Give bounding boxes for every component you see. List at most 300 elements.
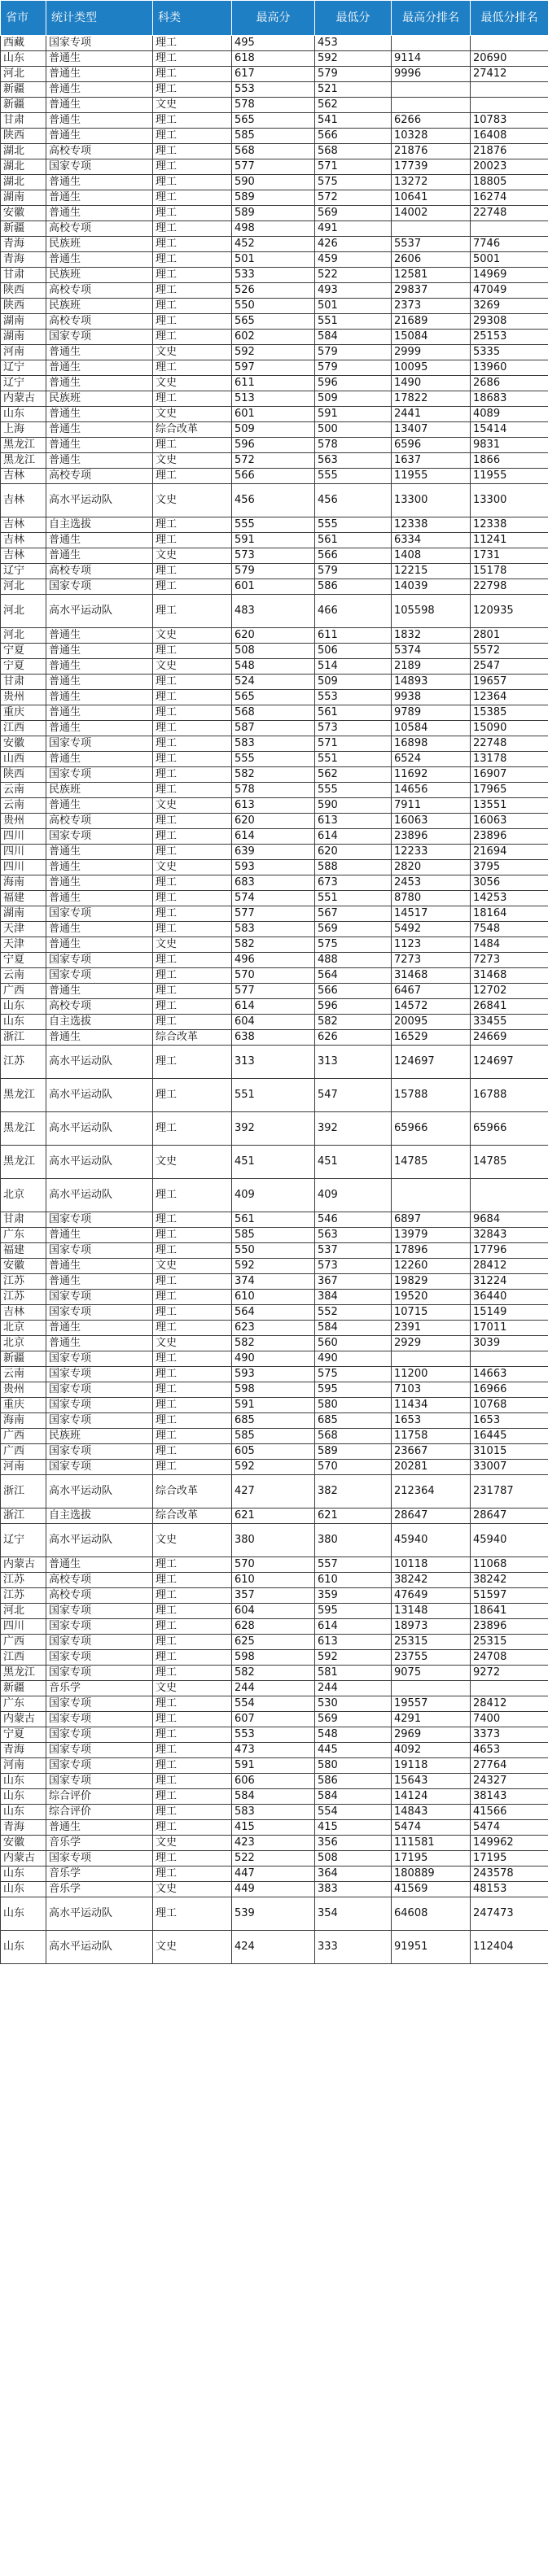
cell-subject: 理工	[153, 283, 232, 299]
cell-province: 辽宁	[1, 564, 46, 579]
cell-category: 普通生	[46, 752, 153, 767]
cell-max-rank: 20095	[392, 1015, 471, 1030]
table-row	[1, 1635, 548, 1650]
cell-max-score: 601	[232, 579, 315, 595]
cell-province: 云南	[1, 783, 46, 798]
cell-min-score: 626	[315, 1030, 392, 1046]
cell-province: 西藏	[1, 36, 46, 51]
cell-max-rank: 5374	[392, 644, 471, 659]
cell-category: 高校专项	[46, 1573, 153, 1588]
cell-category: 高校专项	[46, 283, 153, 299]
cell-max-score: 639	[232, 845, 315, 860]
cell-min-rank: 24669	[471, 1030, 548, 1046]
cell-province: 云南	[1, 1367, 46, 1382]
cell-max-rank: 180889	[392, 1867, 471, 1882]
cell-min-rank: 18164	[471, 906, 548, 922]
cell-category: 高水平运动队	[46, 1931, 153, 1964]
table-row	[1, 1398, 548, 1413]
cell-subject: 理工	[153, 1727, 232, 1743]
cell-province: 宁夏	[1, 659, 46, 675]
cell-category: 国家专项	[46, 1212, 153, 1228]
cell-province: 河南	[1, 1460, 46, 1475]
cell-max-rank: 15788	[392, 1079, 471, 1112]
cell-category: 普通生	[46, 922, 153, 937]
cell-max-score: 415	[232, 1820, 315, 1836]
table-row	[1, 1588, 548, 1604]
table-row	[1, 144, 548, 159]
cell-min-score: 561	[315, 533, 392, 548]
cell-min-score: 364	[315, 1867, 392, 1882]
cell-subject: 理工	[153, 1243, 232, 1259]
table-row	[1, 1712, 548, 1727]
cell-province: 甘肃	[1, 675, 46, 690]
cell-province: 黑龙江	[1, 453, 46, 469]
cell-province: 陕西	[1, 283, 46, 299]
cell-min-rank: 7400	[471, 1712, 548, 1727]
cell-max-rank: 23896	[392, 829, 471, 845]
cell-subject: 理工	[153, 517, 232, 533]
table-row	[1, 891, 548, 906]
cell-province: 广西	[1, 1429, 46, 1444]
cell-min-rank: 22748	[471, 736, 548, 752]
cell-subject: 文史	[153, 1931, 232, 1964]
cell-subject: 理工	[153, 644, 232, 659]
cell-province: 陕西	[1, 129, 46, 144]
cell-min-score: 569	[315, 922, 392, 937]
cell-max-score: 602	[232, 330, 315, 345]
cell-province: 浙江	[1, 1475, 46, 1508]
cell-min-score: 557	[315, 1557, 392, 1573]
table-row	[1, 1666, 548, 1681]
cell-subject: 文史	[153, 937, 232, 953]
cell-province: 内蒙古	[1, 391, 46, 407]
cell-subject: 文史	[153, 1336, 232, 1351]
cell-subject: 理工	[153, 1398, 232, 1413]
cell-min-score: 506	[315, 644, 392, 659]
cell-min-score: 562	[315, 767, 392, 783]
cell-min-score: 560	[315, 1336, 392, 1351]
table-row	[1, 82, 548, 98]
cell-max-rank: 10328	[392, 129, 471, 144]
cell-subject: 文史	[153, 1259, 232, 1274]
cell-province: 青海	[1, 252, 46, 268]
cell-max-rank: 111581	[392, 1836, 471, 1851]
cell-max-rank: 14002	[392, 206, 471, 221]
cell-subject: 理工	[153, 690, 232, 705]
cell-min-rank: 18805	[471, 175, 548, 190]
cell-max-score: 509	[232, 422, 315, 438]
cell-subject: 文史	[153, 1681, 232, 1696]
cell-max-score: 597	[232, 360, 315, 376]
cell-min-score: 592	[315, 51, 392, 67]
cell-province: 四川	[1, 845, 46, 860]
cell-category: 综合评价	[46, 1805, 153, 1820]
cell-subject: 文史	[153, 548, 232, 564]
cell-min-rank	[471, 221, 548, 237]
cell-subject: 理工	[153, 922, 232, 937]
cell-subject: 理工	[153, 1444, 232, 1460]
cell-province: 吉林	[1, 484, 46, 517]
cell-province: 河北	[1, 1604, 46, 1619]
table-row	[1, 1336, 548, 1351]
cell-subject: 理工	[153, 221, 232, 237]
cell-max-score: 604	[232, 1015, 315, 1030]
cell-max-rank: 19829	[392, 1274, 471, 1290]
cell-max-score: 585	[232, 129, 315, 144]
cell-max-rank: 15643	[392, 1774, 471, 1789]
cell-max-score: 380	[232, 1524, 315, 1557]
cell-min-rank: 1731	[471, 548, 548, 564]
cell-province: 天津	[1, 922, 46, 937]
table-row	[1, 1475, 548, 1508]
cell-max-rank: 29837	[392, 283, 471, 299]
cell-province: 新疆	[1, 1681, 46, 1696]
cell-min-score: 551	[315, 891, 392, 906]
cell-province: 江苏	[1, 1290, 46, 1305]
cell-province: 海南	[1, 875, 46, 891]
cell-max-rank: 9789	[392, 705, 471, 721]
cell-min-rank: 9272	[471, 1666, 548, 1681]
cell-category: 民族班	[46, 268, 153, 283]
cell-max-score: 585	[232, 1228, 315, 1243]
table-row	[1, 875, 548, 891]
cell-category: 国家专项	[46, 579, 153, 595]
cell-category: 高校专项	[46, 314, 153, 330]
cell-category: 国家专项	[46, 953, 153, 968]
cell-category: 普通生	[46, 129, 153, 144]
cell-max-rank	[392, 82, 471, 98]
cell-min-rank: 13551	[471, 798, 548, 814]
cell-max-score: 244	[232, 1681, 315, 1696]
cell-category: 普通生	[46, 345, 153, 360]
cell-min-score: 537	[315, 1243, 392, 1259]
cell-min-rank: 36440	[471, 1290, 548, 1305]
cell-min-score: 493	[315, 283, 392, 299]
cell-province: 四川	[1, 829, 46, 845]
cell-min-rank: 16408	[471, 129, 548, 144]
cell-max-score: 593	[232, 860, 315, 875]
cell-min-rank: 33007	[471, 1460, 548, 1475]
cell-province: 河北	[1, 579, 46, 595]
cell-category: 国家专项	[46, 906, 153, 922]
header-max-rank: 最高分排名	[392, 1, 471, 36]
cell-category: 普通生	[46, 675, 153, 690]
cell-subject: 理工	[153, 330, 232, 345]
cell-max-score: 604	[232, 1604, 315, 1619]
cell-province: 安徽	[1, 736, 46, 752]
cell-min-score: 582	[315, 1015, 392, 1030]
cell-max-rank: 2441	[392, 407, 471, 422]
cell-max-score: 522	[232, 1851, 315, 1867]
cell-subject: 理工	[153, 1321, 232, 1336]
table-row	[1, 1897, 548, 1931]
cell-min-rank: 5474	[471, 1820, 548, 1836]
table-row	[1, 984, 548, 999]
cell-province: 吉林	[1, 517, 46, 533]
cell-province: 广西	[1, 1635, 46, 1650]
cell-min-rank: 247473	[471, 1897, 548, 1931]
cell-category: 自主选拔	[46, 1015, 153, 1030]
cell-min-rank: 16063	[471, 814, 548, 829]
cell-min-score: 566	[315, 129, 392, 144]
cell-min-score: 530	[315, 1696, 392, 1712]
cell-category: 国家专项	[46, 1290, 153, 1305]
cell-max-score: 553	[232, 82, 315, 98]
cell-min-rank: 15414	[471, 422, 548, 438]
cell-subject: 理工	[153, 1557, 232, 1573]
cell-max-rank: 14124	[392, 1789, 471, 1805]
table-row	[1, 1259, 548, 1274]
cell-max-rank: 105598	[392, 595, 471, 628]
cell-max-score: 585	[232, 1429, 315, 1444]
cell-subject: 理工	[153, 595, 232, 628]
cell-min-score: 569	[315, 206, 392, 221]
cell-min-rank: 4653	[471, 1743, 548, 1758]
cell-min-score: 491	[315, 221, 392, 237]
cell-subject: 文史	[153, 860, 232, 875]
cell-province: 山东	[1, 1882, 46, 1897]
cell-max-rank: 8780	[392, 891, 471, 906]
cell-category: 音乐学	[46, 1836, 153, 1851]
cell-min-rank: 12364	[471, 690, 548, 705]
cell-max-score: 548	[232, 659, 315, 675]
cell-max-rank: 13407	[392, 422, 471, 438]
cell-max-rank: 1653	[392, 1413, 471, 1429]
cell-subject: 文史	[153, 98, 232, 113]
cell-max-score: 582	[232, 767, 315, 783]
cell-min-rank: 38242	[471, 1573, 548, 1588]
cell-max-score: 498	[232, 221, 315, 237]
cell-subject: 理工	[153, 129, 232, 144]
cell-province: 广西	[1, 984, 46, 999]
cell-category: 普通生	[46, 1274, 153, 1290]
cell-min-score: 595	[315, 1382, 392, 1398]
cell-max-rank: 12215	[392, 564, 471, 579]
cell-max-rank: 14039	[392, 579, 471, 595]
table-row	[1, 484, 548, 517]
cell-min-score: 575	[315, 1367, 392, 1382]
table-row	[1, 628, 548, 644]
table-row	[1, 517, 548, 533]
table-row	[1, 1444, 548, 1460]
cell-max-score: 618	[232, 51, 315, 67]
cell-max-rank: 11692	[392, 767, 471, 783]
cell-min-score: 500	[315, 422, 392, 438]
cell-min-rank	[471, 1351, 548, 1367]
cell-province: 广东	[1, 1228, 46, 1243]
cell-min-score: 578	[315, 438, 392, 453]
cell-category: 国家专项	[46, 1712, 153, 1727]
cell-max-score: 508	[232, 644, 315, 659]
cell-max-rank: 16063	[392, 814, 471, 829]
cell-max-score: 564	[232, 1305, 315, 1321]
cell-province: 安徽	[1, 1836, 46, 1851]
cell-subject: 理工	[153, 845, 232, 860]
table-row	[1, 1508, 548, 1524]
cell-max-score: 539	[232, 1897, 315, 1931]
cell-subject: 理工	[153, 82, 232, 98]
cell-max-score: 374	[232, 1274, 315, 1290]
cell-subject: 理工	[153, 1820, 232, 1836]
table-row	[1, 1046, 548, 1079]
cell-max-rank: 23667	[392, 1444, 471, 1460]
cell-max-score: 496	[232, 953, 315, 968]
cell-max-score: 591	[232, 533, 315, 548]
cell-max-score: 620	[232, 814, 315, 829]
cell-province: 湖北	[1, 144, 46, 159]
cell-max-score: 568	[232, 705, 315, 721]
table-row	[1, 1367, 548, 1382]
cell-min-score: 555	[315, 469, 392, 484]
cell-max-rank: 28647	[392, 1508, 471, 1524]
table-row	[1, 922, 548, 937]
cell-min-rank: 51597	[471, 1588, 548, 1604]
cell-province: 辽宁	[1, 1524, 46, 1557]
header-max-score: 最高分	[232, 1, 315, 36]
cell-category: 国家专项	[46, 159, 153, 175]
cell-max-score: 589	[232, 190, 315, 206]
cell-category: 高校专项	[46, 999, 153, 1015]
table-row	[1, 564, 548, 579]
cell-min-score: 453	[315, 36, 392, 51]
cell-max-rank: 12338	[392, 517, 471, 533]
cell-min-score: 584	[315, 1789, 392, 1805]
cell-subject: 文史	[153, 484, 232, 517]
table-row	[1, 767, 548, 783]
cell-max-score: 593	[232, 1367, 315, 1382]
cell-min-rank: 15090	[471, 721, 548, 736]
cell-max-score: 587	[232, 721, 315, 736]
table-row	[1, 129, 548, 144]
cell-max-rank: 64608	[392, 1897, 471, 1931]
cell-min-score: 596	[315, 376, 392, 391]
cell-max-rank: 10715	[392, 1305, 471, 1321]
cell-category: 普通生	[46, 659, 153, 675]
cell-max-rank	[392, 1681, 471, 1696]
table-row	[1, 705, 548, 721]
cell-subject: 文史	[153, 1146, 232, 1179]
cell-max-score: 573	[232, 548, 315, 564]
cell-subject: 文史	[153, 407, 232, 422]
cell-category: 普通生	[46, 628, 153, 644]
table-row	[1, 752, 548, 767]
cell-category: 普通生	[46, 644, 153, 659]
table-row	[1, 206, 548, 221]
cell-subject: 理工	[153, 705, 232, 721]
cell-category: 国家专项	[46, 1604, 153, 1619]
cell-min-rank: 20690	[471, 51, 548, 67]
cell-max-rank: 2820	[392, 860, 471, 875]
cell-subject: 文史	[153, 628, 232, 644]
cell-province: 青海	[1, 1820, 46, 1836]
cell-category: 高校专项	[46, 814, 153, 829]
cell-category: 普通生	[46, 1259, 153, 1274]
cell-subject: 理工	[153, 752, 232, 767]
cell-subject: 理工	[153, 953, 232, 968]
cell-max-score: 611	[232, 376, 315, 391]
cell-min-rank: 31015	[471, 1444, 548, 1460]
cell-min-score: 589	[315, 1444, 392, 1460]
table-row	[1, 1650, 548, 1666]
cell-min-rank: 112404	[471, 1931, 548, 1964]
cell-subject: 理工	[153, 984, 232, 999]
cell-subject: 文史	[153, 1836, 232, 1851]
cell-province: 江苏	[1, 1046, 46, 1079]
cell-max-score: 555	[232, 517, 315, 533]
cell-category: 普通生	[46, 190, 153, 206]
cell-max-rank: 41569	[392, 1882, 471, 1897]
table-row	[1, 113, 548, 129]
cell-min-rank: 65966	[471, 1112, 548, 1146]
cell-max-rank: 2391	[392, 1321, 471, 1336]
cell-province: 重庆	[1, 1398, 46, 1413]
cell-min-rank: 13300	[471, 484, 548, 517]
cell-category: 国家专项	[46, 1635, 153, 1650]
cell-province: 新疆	[1, 1351, 46, 1367]
cell-max-score: 495	[232, 36, 315, 51]
cell-province: 青海	[1, 237, 46, 252]
cell-subject: 理工	[153, 1758, 232, 1774]
cell-province: 宁夏	[1, 1727, 46, 1743]
table-row	[1, 283, 548, 299]
cell-province: 河北	[1, 67, 46, 82]
cell-min-score: 595	[315, 1604, 392, 1619]
cell-min-rank: 25153	[471, 330, 548, 345]
cell-max-score: 620	[232, 628, 315, 644]
table-row	[1, 1743, 548, 1758]
cell-province: 山东	[1, 1897, 46, 1931]
cell-min-score: 392	[315, 1112, 392, 1146]
cell-max-rank: 17896	[392, 1243, 471, 1259]
table-row	[1, 1274, 548, 1290]
table-row	[1, 845, 548, 860]
cell-min-score: 566	[315, 984, 392, 999]
cell-min-score: 548	[315, 1727, 392, 1743]
cell-category: 民族班	[46, 783, 153, 798]
cell-max-rank: 13272	[392, 175, 471, 190]
cell-subject: 理工	[153, 564, 232, 579]
cell-max-score: 628	[232, 1619, 315, 1635]
cell-max-rank: 10641	[392, 190, 471, 206]
table-row	[1, 829, 548, 845]
cell-max-rank: 14785	[392, 1146, 471, 1179]
cell-category: 国家专项	[46, 1243, 153, 1259]
cell-min-score: 555	[315, 783, 392, 798]
cell-max-rank: 16898	[392, 736, 471, 752]
cell-subject: 理工	[153, 1805, 232, 1820]
cell-max-rank: 5474	[392, 1820, 471, 1836]
cell-max-score: 638	[232, 1030, 315, 1046]
cell-min-rank: 2547	[471, 659, 548, 675]
cell-max-score: 572	[232, 453, 315, 469]
cell-min-rank: 31224	[471, 1274, 548, 1290]
cell-subject: 文史	[153, 376, 232, 391]
cell-subject: 综合改革	[153, 1508, 232, 1524]
cell-category: 国家专项	[46, 1758, 153, 1774]
cell-category: 民族班	[46, 299, 153, 314]
cell-min-rank: 32843	[471, 1228, 548, 1243]
cell-category: 国家专项	[46, 1367, 153, 1382]
table-row	[1, 953, 548, 968]
cell-max-score: 621	[232, 1508, 315, 1524]
cell-min-rank: 7746	[471, 237, 548, 252]
cell-max-rank: 45940	[392, 1524, 471, 1557]
table-row	[1, 67, 548, 82]
cell-max-score: 427	[232, 1475, 315, 1508]
cell-max-score: 605	[232, 1444, 315, 1460]
cell-subject: 理工	[153, 1290, 232, 1305]
cell-max-score: 501	[232, 252, 315, 268]
